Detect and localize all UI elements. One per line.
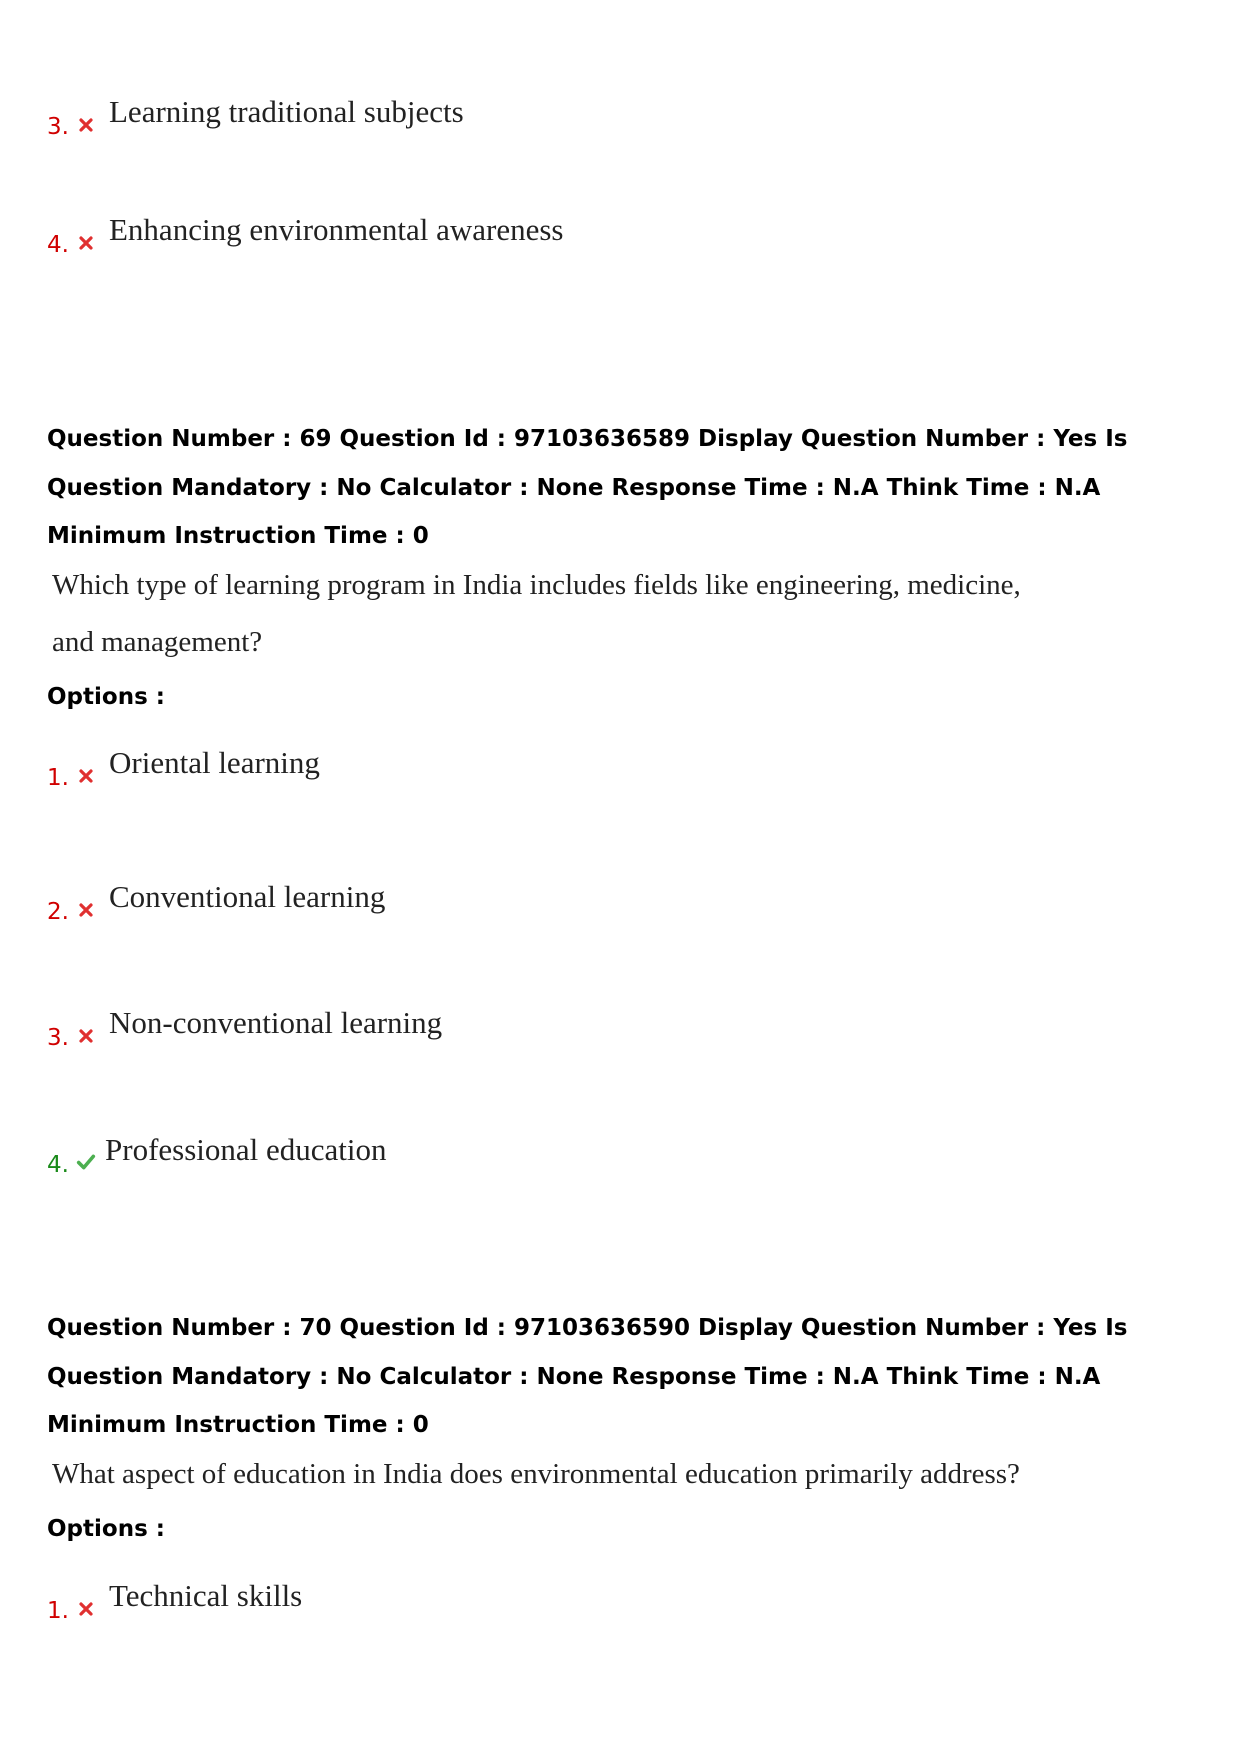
option-item: [47, 94, 947, 140]
question-meta: Question Number : 69 Question Id : 97103636589 Display Question Number : Yes Is Question Mandatory : No Calculator : None Response Time : N.A Think Time : N.A Minimum Instruction Time : 0: [47, 426, 1128, 549]
option-text: Non-conventional learning: [109, 1005, 443, 1040]
option-item: [47, 1132, 947, 1178]
option-item: [47, 879, 947, 925]
option-number: 3.: [47, 114, 69, 140]
option-number: 1.: [47, 1598, 69, 1624]
option-number: 2.: [47, 899, 69, 925]
option-text: Learning traditional subjects: [109, 94, 464, 129]
option-item: [47, 1005, 947, 1051]
cross-icon: [78, 117, 94, 133]
option-item: [47, 745, 947, 791]
cross-icon: [78, 235, 94, 251]
question-text: Which type of learning program in India includes fields like engineering, medicine,: [52, 569, 1021, 601]
option-number: 4.: [47, 1152, 69, 1178]
options-label: Options :: [47, 1516, 165, 1542]
cross-icon: [78, 902, 94, 918]
cross-icon: [78, 768, 94, 784]
question-text: What aspect of education in India does environmental education primarily address?: [52, 1458, 1020, 1490]
option-item: [47, 212, 947, 258]
option-text: Oriental learning: [109, 745, 320, 780]
option-item: [47, 1578, 947, 1624]
cross-icon: [78, 1601, 94, 1617]
option-number: 4.: [47, 232, 69, 258]
option-text: Professional education: [105, 1132, 387, 1167]
check-icon: [75, 1153, 97, 1171]
cross-icon: [78, 1028, 94, 1044]
option-number: 1.: [47, 765, 69, 791]
options-label: Options :: [47, 684, 165, 710]
question-meta: Question Number : 70 Question Id : 97103636590 Display Question Number : Yes Is Question Mandatory : No Calculator : None Response Time : N.A Think Time : N.A Minimum Instruction Time : 0: [47, 1315, 1128, 1438]
question-text: and management?: [52, 626, 263, 658]
option-text: Technical skills: [109, 1578, 303, 1613]
option-text: Conventional learning: [109, 879, 386, 914]
option-number: 3.: [47, 1025, 69, 1051]
option-text: Enhancing environmental awareness: [109, 212, 564, 247]
